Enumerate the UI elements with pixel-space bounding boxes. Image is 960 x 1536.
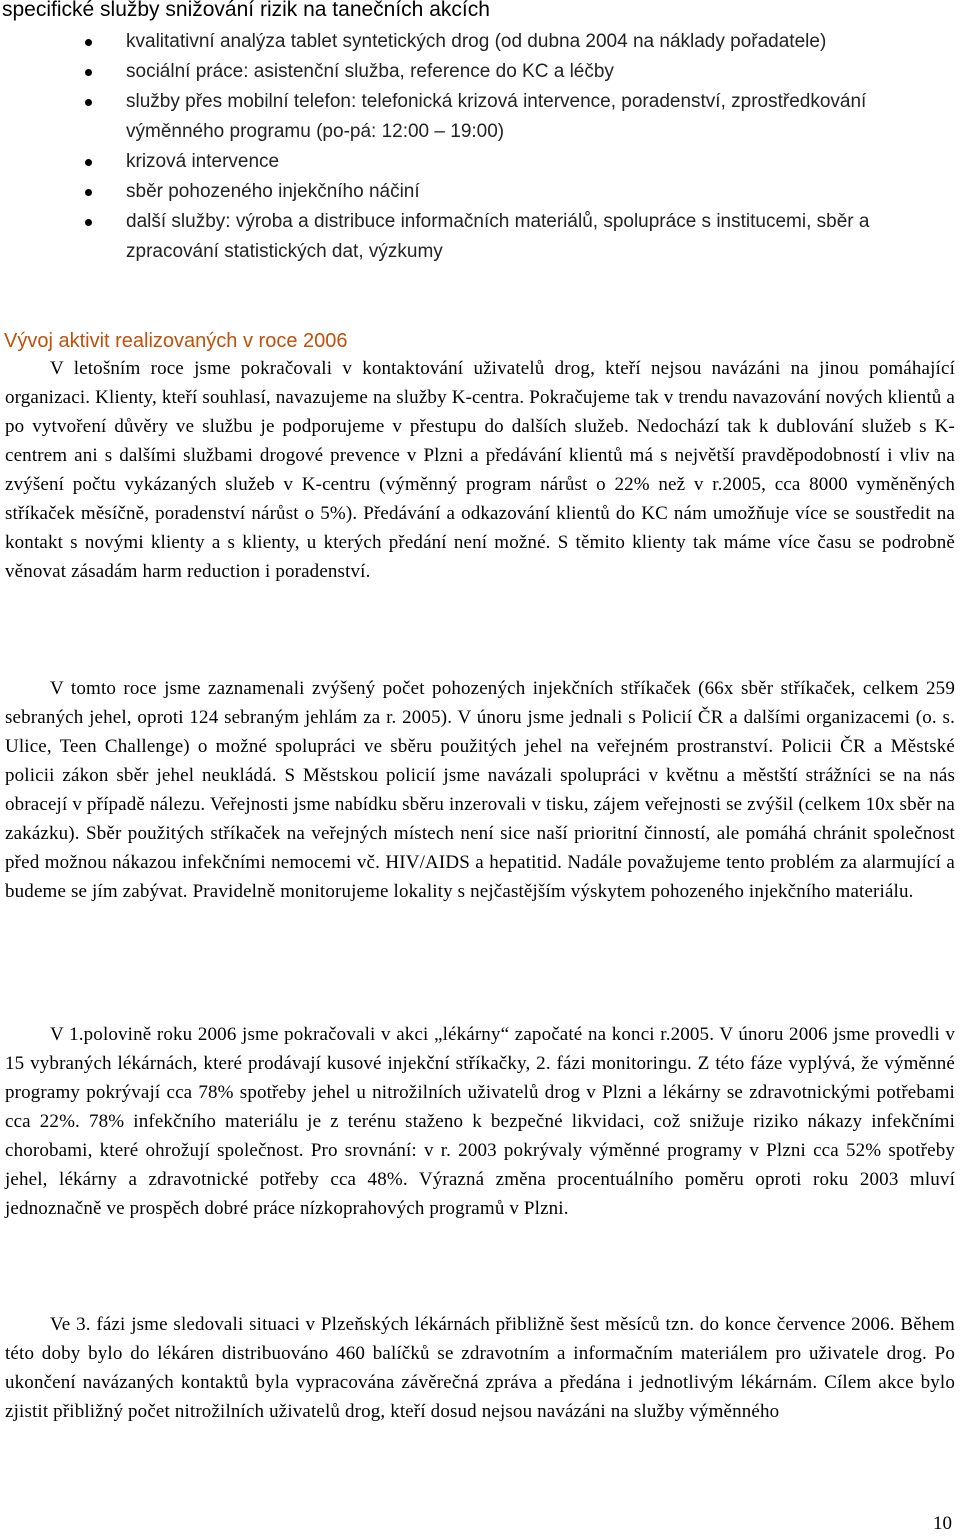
bullet-icon	[85, 189, 92, 196]
list-item	[0, 207, 960, 267]
list-item-text: další služby: výroba a distribuce informačních materiálů, spolupráce s institucemi, sběr a zpracování statistických dat, výzkumy	[126, 211, 870, 262]
list-item	[0, 177, 960, 207]
section-heading-services: specifické služby snižování rizik na tanečních akcích	[2, 0, 490, 21]
bullet-icon	[85, 69, 92, 76]
list-item-text: služby přes mobilní telefon: telefonická krizová intervence, poradenství, zprostředkování výměnného programu (po-pá: 12:00 – 19:00)	[126, 91, 867, 142]
list-item	[0, 87, 960, 147]
list-item	[0, 27, 960, 57]
list-item	[0, 147, 960, 177]
bullet-icon	[85, 39, 92, 46]
section-heading-activities-2006: Vývoj aktivit realizovaných v roce 2006	[4, 330, 348, 352]
paragraph-pharmacy-monitoring: V 1.polovině roku 2006 jsme pokračovali v akci „lékárny“ započaté na konci r.2005. V únoru 2006 jsme provedli v 15 vybraných lékárnách, které prodávají kusové injekční stříkačky, 2. fázi monitoringu. Z této fáze vyplývá, že výměnné programy pokrývají cca 78% spotřeby jehel u nitrožilních uživatelů drog v Plzni a lékárny se zdravotnickými potřebami cca 22%. 78% infekčního materiálu je z terénu staženo k bezpečné likvidaci, což snižuje riziko nákazy infekčními chorobami, které ohrožují společnost. Pro srovnání: v r. 2003 pokrývaly výměnné programy v Plzni cca 52% spotřeby jehel, lékárny a zdravotnické potřeby cca 48%. Výrazná změna procentuálního poměru oproti roku 2003 mluví jednoznačně ve prospěch dobré práce nízkoprahových programů v Plzni.	[5, 1024, 955, 1219]
paragraph-client-contacts: V letošním roce jsme pokračovali v kontaktování uživatelů drog, kteří nejsou navázáni na jinou pomáhající organizaci. Klienty, kteří souhlasí, navazujeme na služby K-centra. Pokračujeme tak v trendu navazování nových klientů a po vytvoření důvěry ve službu je podporujeme v přestupu do dalších služeb. Nedochází tak k dublování služeb s K-centrem ani s dalšími službami drogové prevence v Plzni a předávání klientů má s největší pravděpodobností i vliv na zvýšení počtu vykázaných služeb v K-centru (výměnný program nárůst o 22% než v r.2005, cca 8000 vyměněných stříkaček měsíčně, poradenství nárůst o 5%). Předávání a odkazování klientů do KC nám umožňuje více se soustředit na kontakt s novými klienty a s klienty, u kterých předání není možné. S těmito klienty tak máme více času se podrobně věnovat zásadám harm reduction i poradenství.	[5, 358, 955, 582]
services-list	[0, 27, 960, 267]
bullet-icon	[85, 159, 92, 166]
list-item	[0, 57, 960, 87]
paragraph-phase-three: Ve 3. fázi jsme sledovali situaci v Plzeňských lékárnách přibližně šest měsíců tzn. do konce července 2006. Během této doby bylo do lékáren distribuováno 460 balíčků se zdravotním a informačním materiálem pro uživatele drog. Po ukončení navázaných kontaktů byla vypracována závěrečná zpráva a předána i jednotlivým lékárnám. Cílem akce bylo zjistit přibližný počet nitrožilních uživatelů drog, kteří dosud nejsou navázáni na služby výměnného	[5, 1314, 955, 1422]
paragraph-syringe-collection: V tomto roce jsme zaznamenali zvýšený počet pohozených injekčních stříkaček (66x sběr stříkaček, celkem 259 sebraných jehel, oproti 124 sebraným jehlám za r. 2005). V únoru jsme jednali s Policií ČR a dalšími organizacemi (o. s. Ulice, Teen Challenge) o možné spolupráci ve sběru použitých jehel na veřejném prostranství. Policii ČR a Městské policii zákon sběr jehel neukládá. S Městskou policií jsme navázali spolupráci v květnu a městští strážníci se na nás obracejí v případě nálezu. Veřejnosti jsme nabídku sběru inzerovali v tisku, zájem veřejnosti se zvýšil (celkem 10x sběr na zakázku). Sběr použitých stříkaček na veřejných místech není sice naší prioritní činností, ale pomáhá chránit společnost před možnou nákazou infekčními nemocemi vč. HIV/AIDS a hepatitid. Nadále považujeme tento problém za alarmující a budeme se jím zabývat. Pravidelně monitorujeme lokality s nejčastějším výskytem pohozeného injekčního materiálu.	[5, 678, 955, 902]
list-item-text: kvalitativní analýza tablet syntetických drog (od dubna 2004 na náklady pořadatele)	[126, 31, 827, 52]
list-item-text: sběr pohozeného injekčního náčiní	[126, 181, 420, 202]
list-item-text: sociální práce: asistenční služba, reference do KC a léčby	[126, 61, 614, 82]
bullet-icon	[85, 219, 92, 226]
bullet-icon	[85, 99, 92, 106]
list-item-text: krizová intervence	[126, 151, 280, 172]
page-number: 10	[933, 1513, 952, 1534]
